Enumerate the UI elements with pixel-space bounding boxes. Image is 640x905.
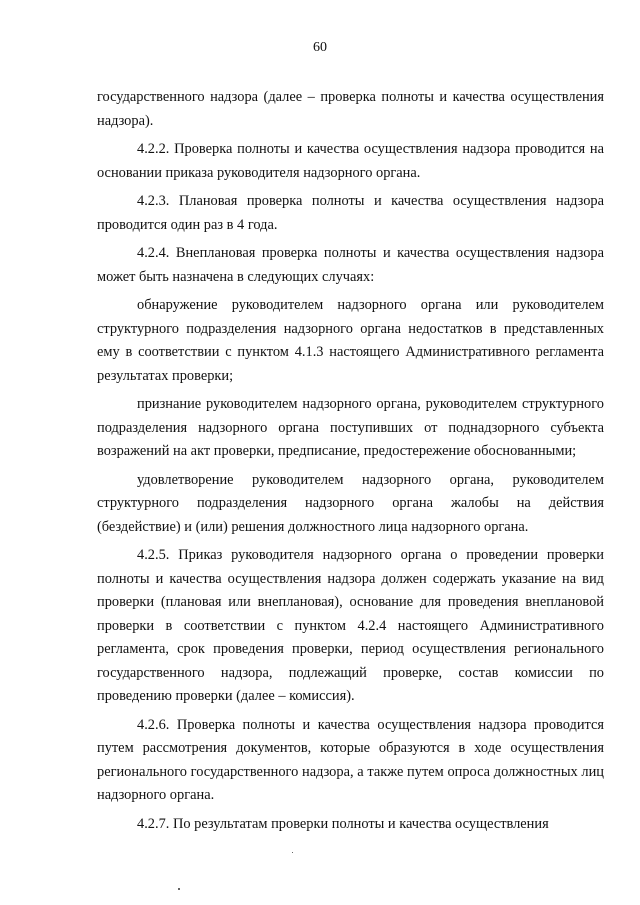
paragraph: 4.2.3. Плановая проверка полноты и качества осуществления надзора проводится один раз в 4 года.: [97, 193, 604, 233]
paragraph: 4.2.5. Приказ руководителя надзорного органа о проведении проверки полноты и качества осуществления надзора должен содержать указание на вид проверки (плановая или внеплановая), основание для проведения внеплановой проверки в соответствии с пунктом 4.2.4 настоящего Административного регламента, срок проведения проверки, период осуществления регионального государственного надзора, подлежащий проверке, состав комиссии по проведению проверки (далее – комиссия).: [97, 547, 604, 704]
scan-speck: [292, 852, 293, 853]
paragraph: государственного надзора (далее – проверка полноты и качества осуществления надзора).: [97, 89, 604, 129]
paragraph: признание руководителем надзорного органа, руководителем структурного подразделения надзорного органа поступивших от поднадзорного субъекта возражений на акт проверки, предписание, предостережение обоснованными;: [97, 396, 604, 459]
paragraph: 4.2.2. Проверка полноты и качества осуществления надзора проводится на основании приказа руководителя надзорного органа.: [97, 141, 604, 181]
scan-speck: [178, 888, 180, 890]
document-body: [97, 86, 604, 841]
paragraph: 4.2.4. Внеплановая проверка полноты и качества осуществления надзора может быть назначена в следующих случаях:: [97, 245, 604, 285]
paragraph: 4.2.7. По результатам проверки полноты и качества осуществления: [137, 815, 549, 832]
paragraph: обнаружение руководителем надзорного органа или руководителем структурного подразделения надзорного органа недостатков в представленных ему в соответствии с пунктом 4.1.3 настоящего Административного регламента результатах проверки;: [97, 297, 604, 384]
paragraph: удовлетворение руководителем надзорного органа, руководителем структурного подразделения надзорного органа жалобы на действия (бездействие) и (или) решения должностного лица надзорного органа.: [97, 471, 604, 535]
page-number: 60: [313, 40, 327, 55]
paragraph: 4.2.6. Проверка полноты и качества осуществления надзора проводится путем рассмотрения документов, которые образуются в ходе осуществления регионального государственного надзора, а также путем опроса должностных лиц надзорного органа.: [97, 716, 604, 803]
